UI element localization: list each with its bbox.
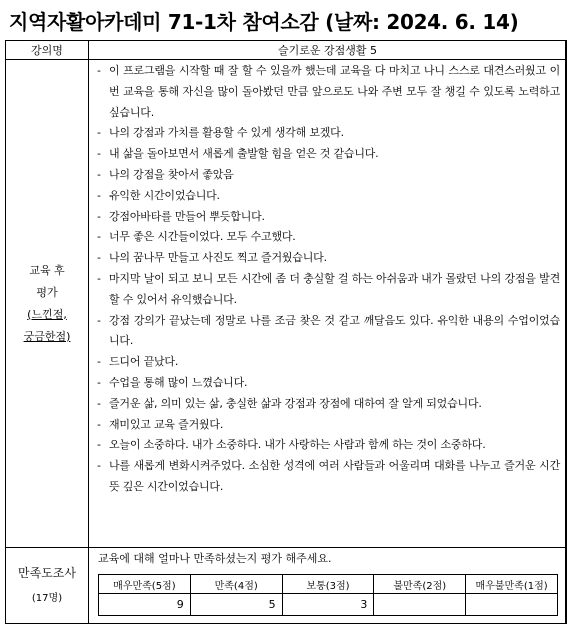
feedback-item: - 너무 좋은 시간들이었다. 모두 수고했다. (97, 227, 560, 248)
score-column-header: 보통(3점) (282, 575, 374, 594)
feedback-item: - 수업을 통해 많이 느꼈습니다. (97, 373, 560, 394)
feedback-item: - 나의 강점과 가치를 활용할 수 있게 생각해 보겠다. (97, 123, 560, 144)
course-name-label: 강의명 (6, 41, 89, 60)
satisfaction-label (6, 548, 89, 624)
satisfaction-row (6, 548, 567, 624)
score-value (374, 594, 466, 616)
score-column-header: 만족(4점) (190, 575, 282, 594)
satisfaction-title: 만족도조사 (18, 565, 76, 580)
survey-table (5, 40, 567, 624)
feedback-item: - 즐거운 삶, 의미 있는 삶, 충실한 삶과 강점과 장점에 대하여 잘 알게 되었습니다. (97, 394, 560, 415)
evaluation-label-line: 평가 (36, 285, 58, 299)
score-column-header: 매우만족(5점) (99, 575, 191, 594)
scores-table (98, 574, 558, 616)
feedback-item: - 이 프로그램을 시작할 때 잘 할 수 있을까 했는데 교육을 다 마치고 나니 스스로 대견스러웠고 이번 교육을 통해 자신을 많이 돌아봤던 만큼 앞으로도 나와 주변 모두 잘 챙길 수 있도록 노력하고 싶습니다. (97, 61, 560, 123)
evaluation-label (6, 60, 89, 548)
feedback-item: - 유익한 시간이었습니다. (97, 186, 560, 207)
evaluation-content (89, 60, 567, 548)
evaluation-label-line: (느낀점, (27, 307, 67, 321)
feedback-item: - 나를 새롭게 변화시켜주었다. 소심한 성격에 여러 사람들과 어울리며 대화를 나누고 즐거운 시간 뜻 깊은 시간이었습니다. (97, 456, 560, 498)
feedback-item: - 재미있고 교육 즐거웠다. (97, 415, 560, 436)
feedback-item: - 나의 꿈나무 만들고 사진도 찍고 즐거웠습니다. (97, 248, 560, 269)
evaluation-label-line: 궁금한점) (23, 329, 71, 343)
feedback-list (89, 61, 566, 498)
course-row (6, 41, 567, 60)
score-column-header: 매우불만족(1점) (466, 575, 558, 594)
feedback-item: - 강점아바타를 만들어 뿌듯합니다. (97, 207, 560, 228)
evaluation-label-line: 교육 후 (29, 263, 65, 277)
feedback-item: - 내 삶을 돌아보면서 새롭게 출발할 힘을 얻은 것 같습니다. (97, 144, 560, 165)
scores-value-row (99, 594, 558, 616)
feedback-item: - 오늘이 소중하다. 내가 소중하다. 내가 사랑하는 사람과 함께 하는 것이 소중하다. (97, 435, 560, 456)
satisfaction-content (89, 548, 567, 624)
feedback-item: - 드디어 끝났다. (97, 352, 560, 373)
respondent-count: (17명) (31, 592, 63, 604)
score-value: 9 (99, 594, 191, 616)
score-value: 3 (282, 594, 374, 616)
score-column-header: 불만족(2점) (374, 575, 466, 594)
evaluation-row (6, 60, 567, 548)
page-title: 지역자활아카데미 71-1차 참여소감 (날짜: 2024. 6. 14) (9, 10, 519, 34)
course-name-value: 슬기로운 강점생활 5 (89, 41, 567, 60)
satisfaction-question: 교육에 대해 얼마나 만족하셨는지 평가 해주세요. (98, 552, 332, 565)
feedback-item: - 강점 강의가 끝났는데 정말로 나를 조금 찾은 것 같고 깨달음도 있다. 유익한 내용의 수업이었습니다. (97, 311, 560, 353)
score-value: 5 (190, 594, 282, 616)
feedback-item: - 마지막 날이 되고 보니 모든 시간에 좀 더 충실할 걸 하는 아쉬움과 내가 몰랐던 나의 강점을 발견할 수 있어서 유익했습니다. (97, 269, 560, 311)
feedback-item: - 나의 강점을 찾아서 좋았음 (97, 165, 560, 186)
score-value (466, 594, 558, 616)
scores-header-row (99, 575, 558, 594)
